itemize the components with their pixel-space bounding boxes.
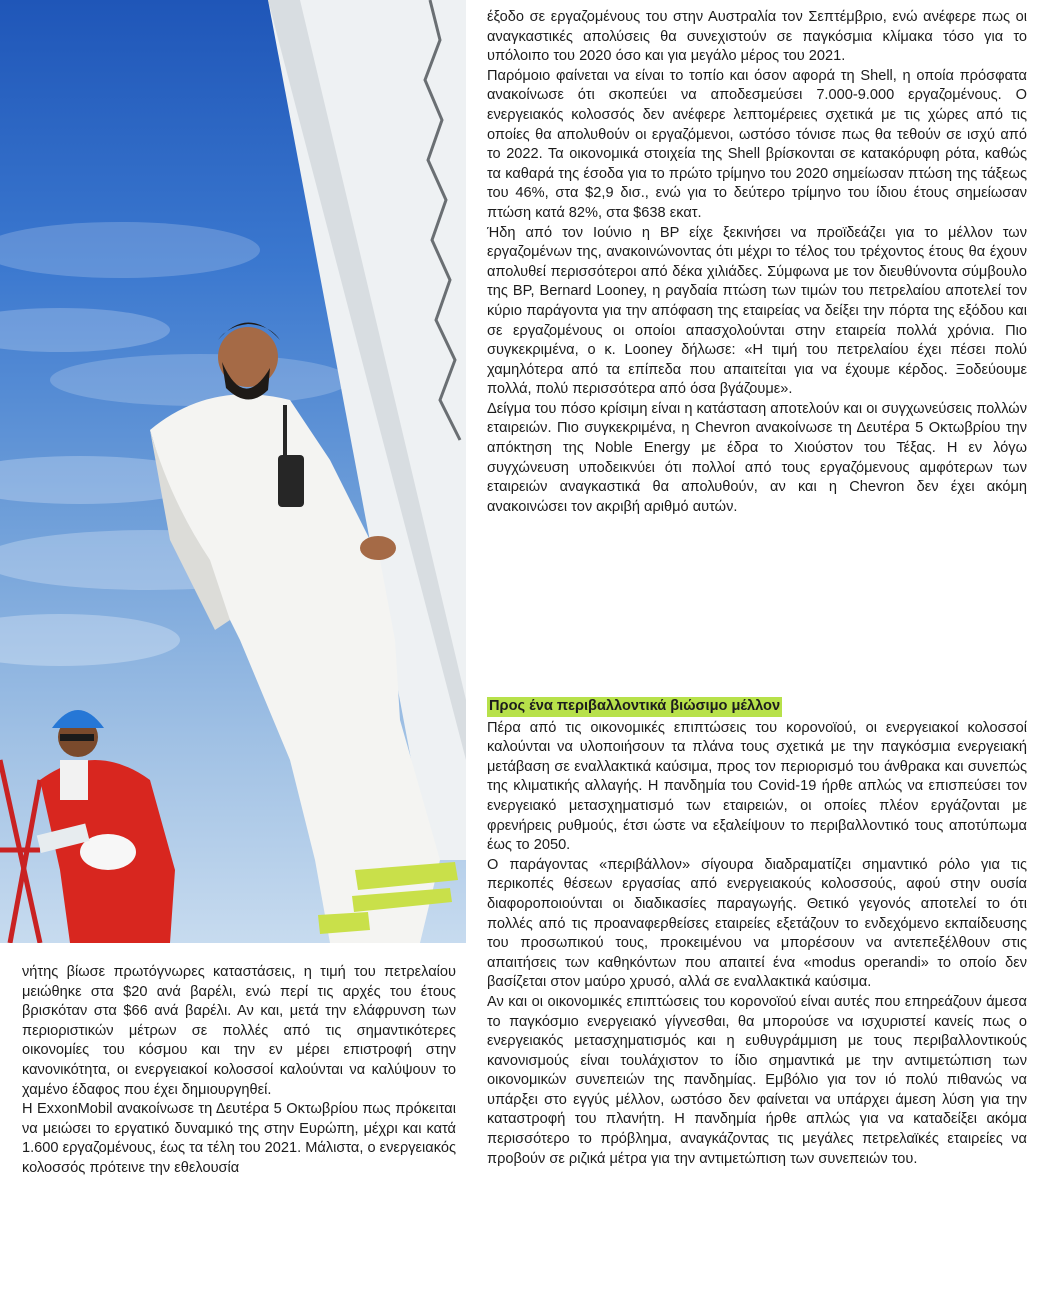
paragraph: νήτης βίωσε πρωτόγνωρες καταστάσεις, η τιμή του πετρελαίου μειώθηκε στα $20 ανά βαρέλι, ενώ περί τις αρχές του έτους βρισκόταν στα $66 ανά βαρέλι. Αν και, μετά την ελάφρυνση των περιοριστικών μέτρων σε πολλές από τις σημαντικότερες οικονομίες του κόσμου και την εν μέρει επιστροφή στην κανονικότητα, οι ενεργειακοί κολοσσοί καλούνται να καλύψουν το χαμένο έδαφος που έχει δημιουργηθεί. [22,964,456,1098]
paragraph: Η ExxonMobil ανακοίνωσε τη Δευτέρα 5 Οκτωβρίου πως πρόκειται να μειώσει το εργατικό δυναμικό της στην Ευρώπη, μέχρι και κατά 1.600 εργαζομένους, έως τα τέλη του 2021. Μάλιστα, ο ενεργειακός κολοσσός πρότεινε την εθελουσία [22,1101,456,1176]
article-column-right-top [487,8,1027,517]
paragraph: Πέρα από τις οικονομικές επιπτώσεις του κορονοϊού, οι ενεργειακοί κολοσσοί καλούνται να υλοποιήσουν τα πλάνα τους σχετικά με την παγκόσμια ενεργειακή μετάβαση σε εναλλακτικά καύσιμα, προς τον περιορισμό του άνθρακα και συνεπώς της κλιματικής αλλαγής. Η πανδημία του Covid-19 ήρθε απλώς να επισπεύσει τον ενεργειακό μετασχηματισμό των εταιρειών, οι οποίες πλέον εργάζονται με φρενήρεις ρυθμούς, έτσι ώστε να εξαλείψουν το περιβαλλοντικό τους αποτύπωμα έως το 2050. [487,719,1027,854]
article-column-left-bottom [22,963,456,1179]
paragraph: έξοδο σε εργαζομένους του στην Αυστραλία τον Σεπτέμβριο, ενώ ανέφερε πως οι αναγκαστικές απολύσεις θα συνεχιστούν σε παγκόσμια κλίμακα τόσο για το υπόλοιπο του 2020 όσο και για μεγάλο μέρος του 2021. [487,9,1027,65]
red-crane [0,760,40,943]
article-column-right-bottom [487,697,1027,1169]
section-heading: Προς ένα περιβαλλοντικά βιώσιμο μέλλον [487,697,782,717]
worker-red [37,710,175,943]
paragraph: Ο παράγοντας «περιβάλλον» σίγουρα διαδραματίζει σημαντικό ρόλο για τις περικοπές θέσεων εργασίας από ενεργειακούς κολοσσούς, αφού στην ουσία διαφοροποιούνται οι διαδικασίες παραγωγής. Θετικό γεγονός αποτελεί το ότι πολλές από τις προαναφερθείσες εταιρείες εξετάζουν το ενδεχόμενο εκπαίδευσης του προσωπικού τους, προκειμένου να μπορέσουν να αντεπεξέλθουν στις απαιτήσεις των καθηκόντων που απαιτεί ένα «modus operandi» το οποίο δεν βασίζεται στον μαύρο χρυσό, αλλά σε εναλλακτικά καύσιμα. [487,856,1027,991]
paragraph: Αν και οι οικονομικές επιπτώσεις του κορονοϊού είναι αυτές που επηρεάζουν άμεσα το παγκόσμιο ενεργειακό γίγνεσθαι, θα μπορούσε να ισχυριστεί κανείς πως ο ενεργειακός μετασχηματισμός και η ευθυγράμμιση με τους περιβαλλοντικούς κανονισμούς είναι τουλάχιστον το ίδιο σημαντικά με την αντιμετώπιση των οικονομικών συνεπειών της πανδημίας. Εμβόλιο για τον ιό πολύ πιθανώς να υπάρξει στο εγγύς μέλλον, ωστόσο δεν φαίνεται να υπάρχει άμεση λύση για την καταστροφή του πλανήτη. Η πανδημία ήρθε απλώς για να καταδείξει ακόμα περισσότερο το πρόβλημα, αναγκάζοντας τις μεγάλες πετρελαϊκές εταιρείες να προβούν σε ριζικά μέτρα για την αντιμετώπιση των συνεπειών του. [487,993,1027,1167]
offshore-workers-photo [0,0,466,943]
paragraph: Δείγμα του πόσο κρίσιμη είναι η κατάσταση αποτελούν και οι συγχωνεύσεις πολλών εταιρειών. Πιο συγκεκριμένα, η Chevron ανακοίνωσε τη Δευτέρα 5 Οκτωβρίου την απόκτηση της Noble Energy με έδρα το Χιούστον του Τέξας. Η εν λόγω συγχώνευση υποδεικνύει ότι πολλοί από τους εργαζόμενους αμφότερων των εταιρειών αναγκαστικά θα απολυθούν, αν και η Chevron δεν έχει ακόμη ανακοινώσει τον ακριβή αριθμό αυτών. [487,400,1027,515]
paragraph: Παρόμοιο φαίνεται να είναι το τοπίο και όσον αφορά τη Shell, η οποία πρόσφατα ανακοίνωσε ότι σκοπεύει να αποδεσμεύσει 7.000-9.000 εργαζομένους. Ο ενεργειακός κολοσσός δεν ανέφερε λεπτομέρειες σχετικά με τις χώρες από τις οποίες θα απολυθούν οι εργαζόμενοι, ωστόσο τόνισε πως θα τεθούν σε ισχύ από το 2022. Τα οικονομικά στοιχεία της Shell βρίσκονται σε κατακόρυφη ρότα, καθώς τα καθαρά της έσοδα για το πρώτο τρίμηνο του 2020 σημείωσαν πτώση της τάξεως του 46%, στα $2,9 δισ., ενώ για το δεύτερο τρίμηνο του ίδιου έτους σημείωσαν πτώση κατά 82%, στα $638 εκατ. [487,67,1027,221]
paragraph: Ήδη από τον Ιούνιο η BP είχε ξεκινήσει να προϊδεάζει για το μέλλον των εργαζομένων της, ανακοινώνοντας ότι μέχρι το τέλος του τρέχοντος έτους θα έχουν απολυθεί περισσότεροι από δέκα χιλιάδες. Σύμφωνα με τον διευθύνοντα σύμβουλο της BP, Bernard Looney, η ραγδαία πτώση των τιμών του πετρελαίου αποτελεί τον κύριο παράγοντα για την απόφαση της εταιρείας να δείξει την πόρτα της εξόδου και σε εργαζομένους οι οποίοι απασχολούνται στην εταιρεία πολλά χρόνια. Πιο συγκεκριμένα, ο κ. Looney δήλωσε: «Η τιμή του πετρελαίου έχει πέσει πολύ χαμηλότερα από τα επίπεδα που απαιτείται για να έχουμε κέρδος. Ξοδεύουμε πολλά, πολύ περισσότερα από όσα βγάζουμε». [487,224,1027,398]
photo-illustration [0,0,466,943]
